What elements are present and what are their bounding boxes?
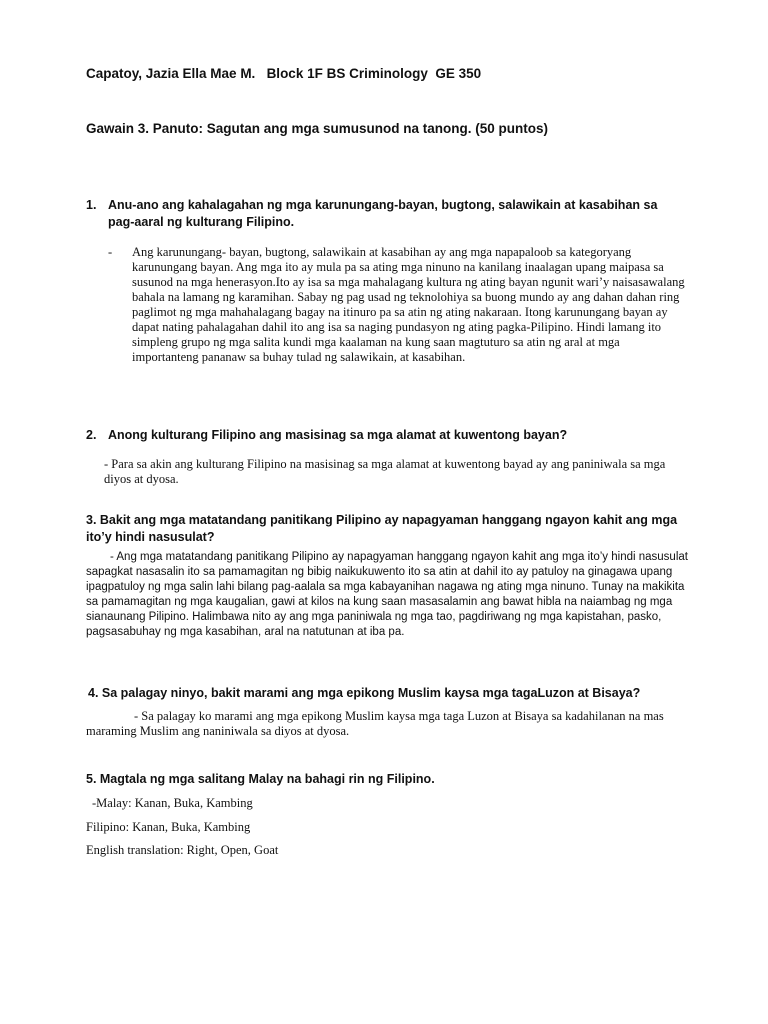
answer-1-dash: - xyxy=(108,245,113,259)
question-2-text: Anong kulturang Filipino ang masisinag sa mga alamat at kuwentong bayan? xyxy=(108,428,568,442)
answer-2: - Para sa akin ang kulturang Filipino na masisinag sa mga alamat at kuwentong bayad ay ang paniniwala sa mga diyos at dyosa. xyxy=(104,457,666,486)
question-2 xyxy=(86,427,686,444)
activity-title: Gawain 3. Panuto: Sagutan ang mga sumusunod na tanong. (50 puntos) xyxy=(86,121,549,136)
student-header: Capatoy, Jazia Ella Mae M. Block 1F BS Criminology GE 350 xyxy=(86,66,482,81)
question-5: 5. Magtala ng mga salitang Malay na bahagi rin ng Filipino. xyxy=(86,772,435,786)
question-1-number: 1. xyxy=(86,198,97,212)
answer-5-filipino: Filipino: Kanan, Buka, Kambing xyxy=(86,820,251,834)
answer-5-malay: -Malay: Kanan, Buka, Kambing xyxy=(92,796,253,810)
question-3: 3. Bakit ang mga matatandang panitikang Pilipino ay napagyaman hanggang ngayon kahit ang mga ito’y hindi nasusulat? xyxy=(86,513,678,544)
question-1-text: Anu-ano ang kahalagahan ng mga karunungang-bayan, bugtong, salawikain at kasabihan sa pag-aaral ng kulturang Filipino. xyxy=(108,198,658,229)
question-4: 4. Sa palagay ninyo, bakit marami ang mga epikong Muslim kaysa mga tagaLuzon at Bisaya? xyxy=(88,686,641,700)
answer-5-english: English translation: Right, Open, Goat xyxy=(86,843,279,857)
answer-1-text: Ang karunungang- bayan, bugtong, salawikain at kasabihan ay ang mga napapaloob sa kategoryang karunungang bayan. Ang mga ito ay mula pa sa ating mga ninuno na kanilang inaalagan upang maipasa sa susunod na mga henerasyon.Ito ay isa sa mga mahalagang kultura ng ating bayan ngunit wari’y naisasawalang bahala na lamang ng karamihan. Sabay ng pag usad ng teknolohiya sa buong mundo ay ang dahan dahan ring paglimot ng mga mahahalagang bagay na itinuro pa sa atin ng ating nakaraan. Itong karunungang bayan ay dapat nating pahalagahan dahil ito ang isa sa naging pundasyon ng ating pagka-Pilipino. Hindi lamang ito simpleng grupo ng mga salita kundi mga kaalaman na kung saan magtuturo sa atin ng aral at mga importanteng pananaw sa buhay tulad ng salawikain, at kasabihan. xyxy=(132,245,685,364)
answer-1 xyxy=(108,245,688,365)
answer-4: - Sa palagay ko marami ang mga epikong Muslim kaysa mga taga Luzon at Bisaya sa kadahilanan na mas maraming Muslim ang naniniwala sa diyos at dyosa. xyxy=(86,709,664,738)
answer-3: - Ang mga matatandang panitikang Pilipino ay napagyaman hanggang ngayon kahit ang mga ito’y hindi nasusulat sapagkat nasasalin ito sa pamamagitan ng bibig naikukuwento ito sa atin at dahil ito ay patuloy na ginagawa upang ipagpatuloy ng mga salin lahi bilang pag-aalala sa mga kabayanihan nagawa ng ating mga ninuno. Tunay na makikita sa pamamagitan ng mga kaugalian, gawi at kilos na kung saan masasalamin ang bawat hibla na naiambag ng mga sianaunang Pilipino. Halimbawa nito ay ang mga paniniwala ng mga tao, pagdiriwang ng mga kapistahan, pasko, pagsasabuhay ng mga kasabihan, aral na natutunan at iba pa. xyxy=(86,551,688,638)
question-1 xyxy=(86,197,686,231)
question-2-number: 2. xyxy=(86,428,97,442)
